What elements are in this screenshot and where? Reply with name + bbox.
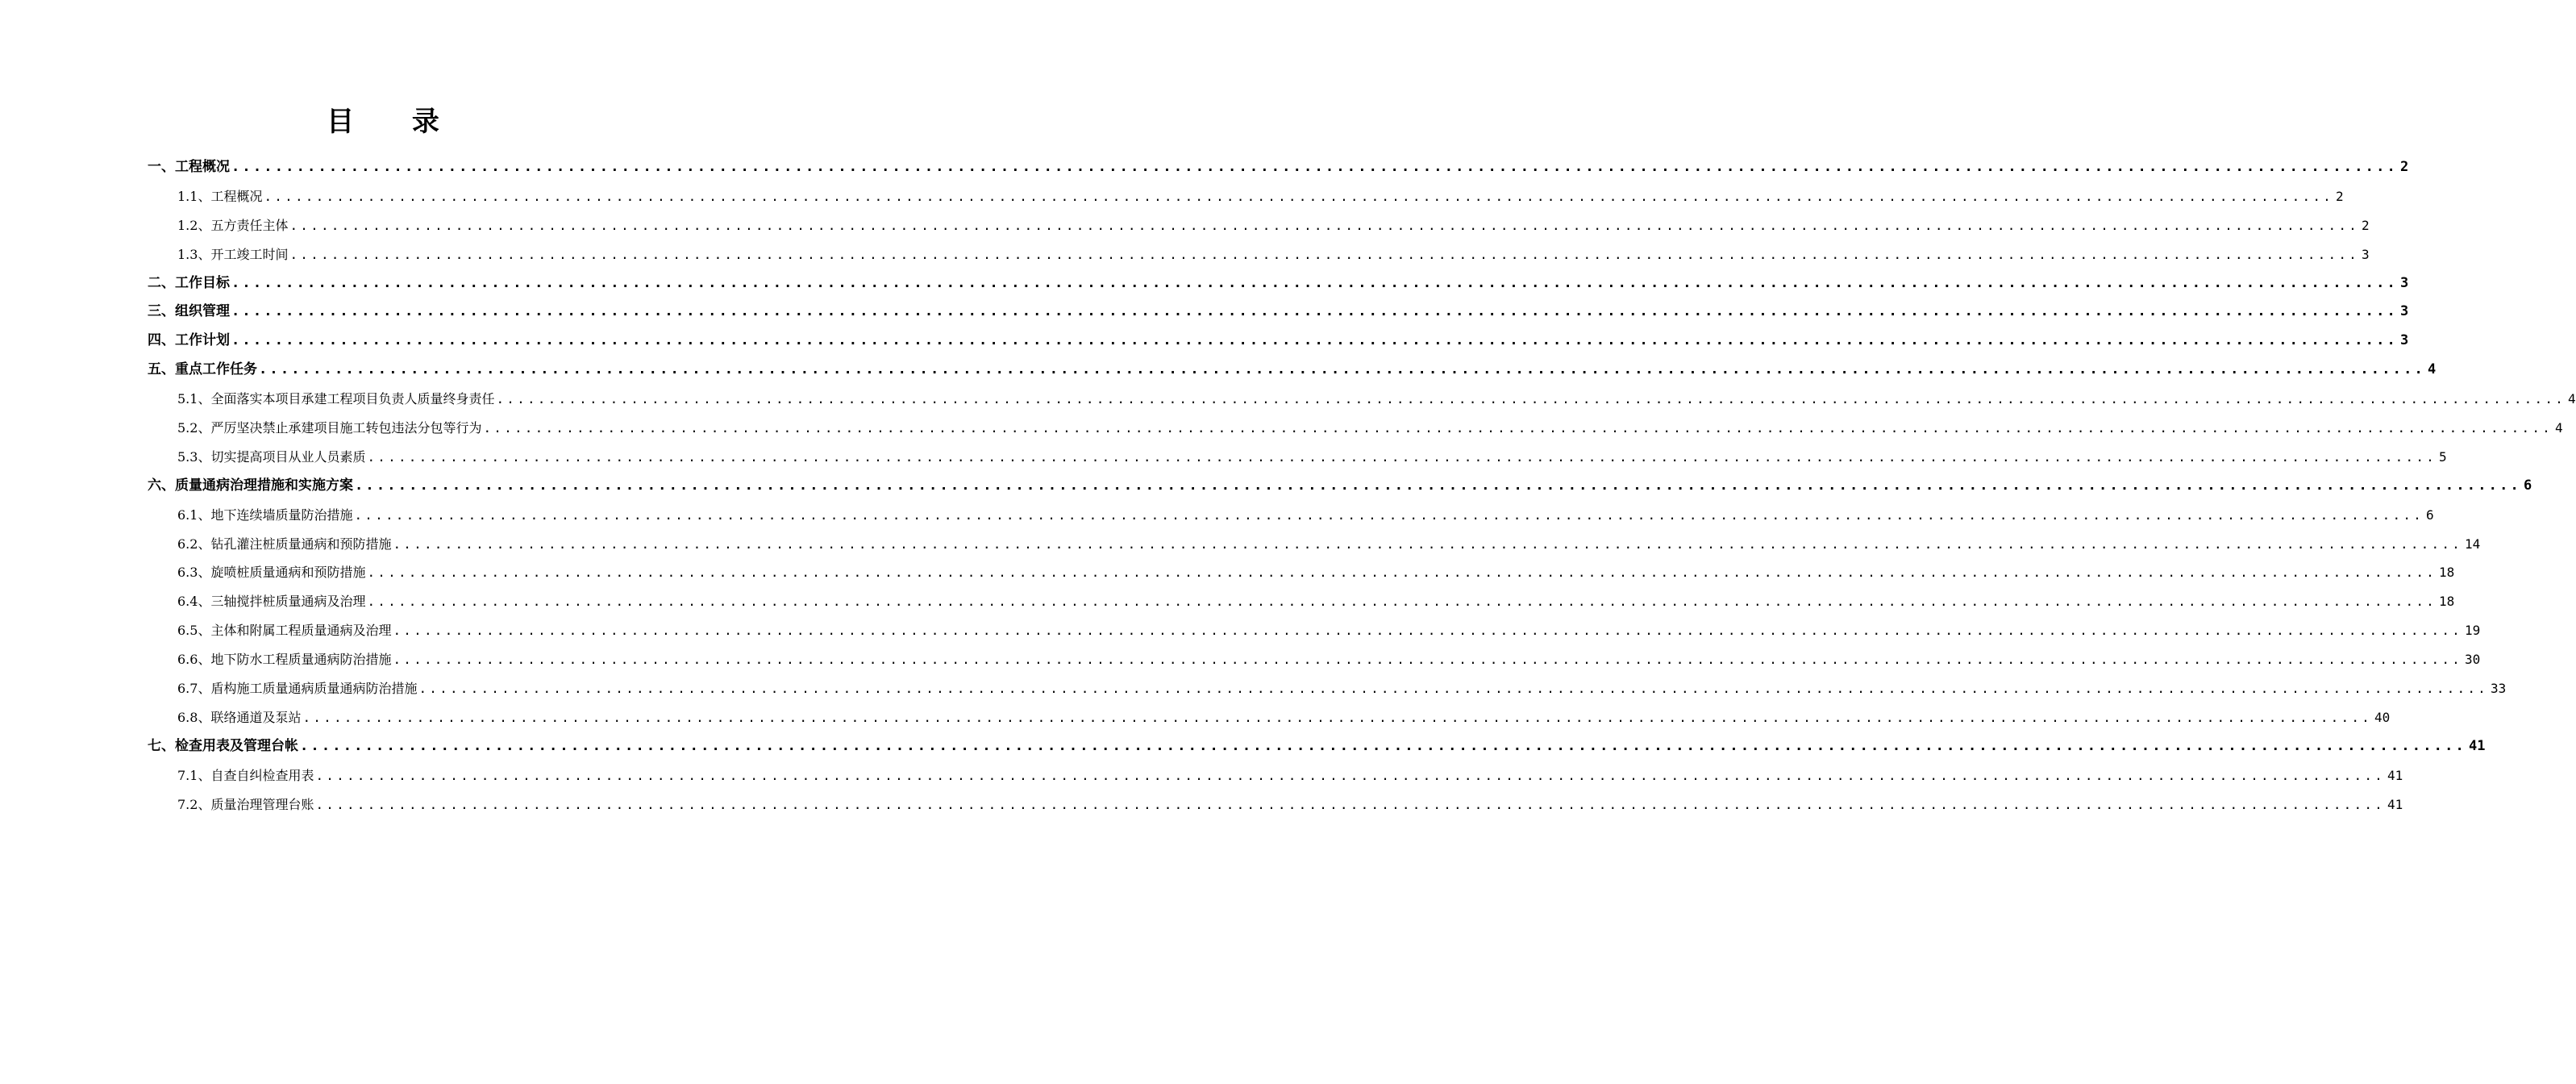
toc-entry-label: 6.1、地下连续墙质量防治措施 [177, 507, 353, 523]
toc-page-number: 3 [2362, 246, 2370, 262]
toc-page-number: 4 [2555, 420, 2563, 436]
dot-leader: ........................................................................................................................................................................................................ [393, 623, 2463, 639]
dot-leader: ........................................................................................................................................................................................................ [355, 477, 2521, 494]
toc-entry-label: 三、组织管理 [148, 303, 230, 320]
toc-entry-label: 6.8、联络通道及泵站 [177, 709, 302, 725]
toc-page-number: 41 [2387, 767, 2403, 783]
toc-section-entry[interactable] [148, 616, 2481, 645]
toc-page-number: 6 [2426, 507, 2434, 523]
toc-page-number: 33 [2491, 681, 2507, 697]
dot-leader: ........................................................................................................................................................................................................ [302, 709, 2373, 725]
toc-section-entry[interactable] [148, 182, 2344, 211]
toc-entry-label: 6.7、盾构施工质量通病质量通病防治措施 [177, 681, 418, 697]
toc-entry-label: 5.3、切实提高项目从业人员素质 [177, 448, 366, 465]
toc-section-entry[interactable] [148, 240, 2370, 269]
dot-leader: ........................................................................................................................................................................................................ [264, 188, 2334, 204]
toc-page-number: 18 [2439, 594, 2455, 610]
toc-entry-label: 五、重点工作任务 [148, 361, 257, 378]
dot-leader: ........................................................................................................................................................................................................ [354, 507, 2424, 523]
toc-section-entry[interactable] [148, 211, 2370, 240]
toc-entry-label: 5.2、严厉坚决禁止承建项目施工转包违法分包等行为 [177, 420, 482, 436]
toc-entry-label: 7.1、自查自纠检查用表 [177, 767, 314, 783]
toc-title: 目 录 [327, 106, 464, 138]
toc-page-number: 2 [2362, 217, 2370, 233]
toc-section-entry[interactable] [148, 443, 2447, 472]
dot-leader: ........................................................................................................................................................................................................ [231, 159, 2398, 175]
dot-leader: ........................................................................................................................................................................................................ [231, 303, 2398, 320]
toc-entry-label: 6.3、旋喷桩质量通病和预防措施 [177, 565, 366, 581]
toc-chapter-entry[interactable] [148, 472, 2532, 501]
toc-section-entry[interactable] [148, 790, 2403, 819]
toc-entry-label: 5.1、全面落实本项目承建工程项目负责人质量终身责任 [177, 391, 495, 407]
toc-section-entry[interactable] [148, 674, 2507, 703]
toc-page-number: 30 [2465, 652, 2481, 668]
toc-chapter-entry[interactable] [148, 356, 2437, 385]
dot-leader: ........................................................................................................................................................................................................ [289, 246, 2360, 262]
toc-page-number: 3 [2399, 332, 2409, 349]
toc-page-number: 19 [2465, 623, 2481, 639]
toc-section-entry[interactable] [148, 703, 2391, 732]
table-of-contents [148, 153, 2576, 819]
toc-entry-label: 六、质量通病治理措施和实施方案 [148, 477, 353, 494]
toc-chapter-entry[interactable] [148, 732, 2486, 761]
toc-chapter-entry[interactable] [148, 269, 2409, 298]
toc-page-number: 5 [2439, 448, 2447, 465]
toc-entry-label: 7.2、质量治理管理台账 [177, 796, 314, 812]
toc-page-number: 2 [2336, 188, 2344, 204]
toc-page-number: 6 [2523, 477, 2532, 494]
dot-leader: ........................................................................................................................................................................................................ [483, 420, 2553, 436]
dot-leader: ........................................................................................................................................................................................................ [259, 361, 2425, 378]
toc-section-entry[interactable] [148, 414, 2563, 443]
toc-entry-label: 6.4、三轴搅拌桩质量通病及治理 [177, 594, 366, 610]
dot-leader: ........................................................................................................................................................................................................ [367, 565, 2437, 581]
toc-section-entry[interactable] [148, 558, 2455, 587]
dot-leader: ........................................................................................................................................................................................................ [231, 332, 2398, 349]
dot-leader: ........................................................................................................................................................................................................ [496, 391, 2566, 407]
toc-chapter-entry[interactable] [148, 298, 2409, 327]
toc-page-number: 18 [2439, 565, 2455, 581]
toc-entry-label: 1.1、工程概况 [177, 188, 263, 204]
toc-page-number: 4 [2427, 361, 2437, 378]
dot-leader: ........................................................................................................................................................................................................ [393, 536, 2463, 552]
toc-page-number: 40 [2374, 709, 2391, 725]
toc-page-number: 3 [2399, 274, 2409, 291]
toc-entry-label: 四、工作计划 [148, 332, 230, 349]
dot-leader: ........................................................................................................................................................................................................ [418, 681, 2489, 697]
toc-entry-label: 七、检查用表及管理台帐 [148, 737, 298, 754]
dot-leader: ........................................................................................................................................................................................................ [231, 274, 2398, 291]
dot-leader: ........................................................................................................................................................................................................ [289, 217, 2360, 233]
toc-entry-label: 6.6、地下防水工程质量通病防治措施 [177, 652, 392, 668]
dot-leader: ........................................................................................................................................................................................................ [300, 737, 2466, 754]
toc-entry-label: 6.5、主体和附属工程质量通病及治理 [177, 623, 392, 639]
toc-section-entry[interactable] [148, 530, 2481, 559]
toc-section-entry[interactable] [148, 501, 2434, 530]
dot-leader: ........................................................................................................................................................................................................ [367, 448, 2437, 465]
toc-page-number: 14 [2465, 536, 2481, 552]
toc-chapter-entry[interactable] [148, 153, 2409, 182]
toc-page-number: 41 [2468, 737, 2486, 754]
toc-page-number: 2 [2399, 159, 2409, 175]
toc-entry-label: 二、工作目标 [148, 274, 230, 291]
toc-section-entry[interactable] [148, 587, 2455, 616]
toc-page-number: 3 [2399, 303, 2409, 320]
toc-chapter-entry[interactable] [148, 327, 2409, 356]
toc-entry-label: 一、工程概况 [148, 159, 230, 175]
toc-page-number: 41 [2387, 796, 2403, 812]
toc-entry-label: 6.2、钻孔灌注桩质量通病和预防措施 [177, 536, 392, 552]
toc-entry-label: 1.3、开工竣工时间 [177, 246, 289, 262]
toc-page-number: 4 [2568, 391, 2576, 407]
dot-leader: ........................................................................................................................................................................................................ [367, 594, 2437, 610]
toc-section-entry[interactable] [148, 645, 2481, 674]
toc-section-entry[interactable] [148, 385, 2576, 414]
dot-leader: ........................................................................................................................................................................................................ [315, 796, 2386, 812]
dot-leader: ........................................................................................................................................................................................................ [393, 652, 2463, 668]
dot-leader: ........................................................................................................................................................................................................ [315, 767, 2386, 783]
toc-entry-label: 1.2、五方责任主体 [177, 217, 289, 233]
toc-section-entry[interactable] [148, 761, 2403, 790]
